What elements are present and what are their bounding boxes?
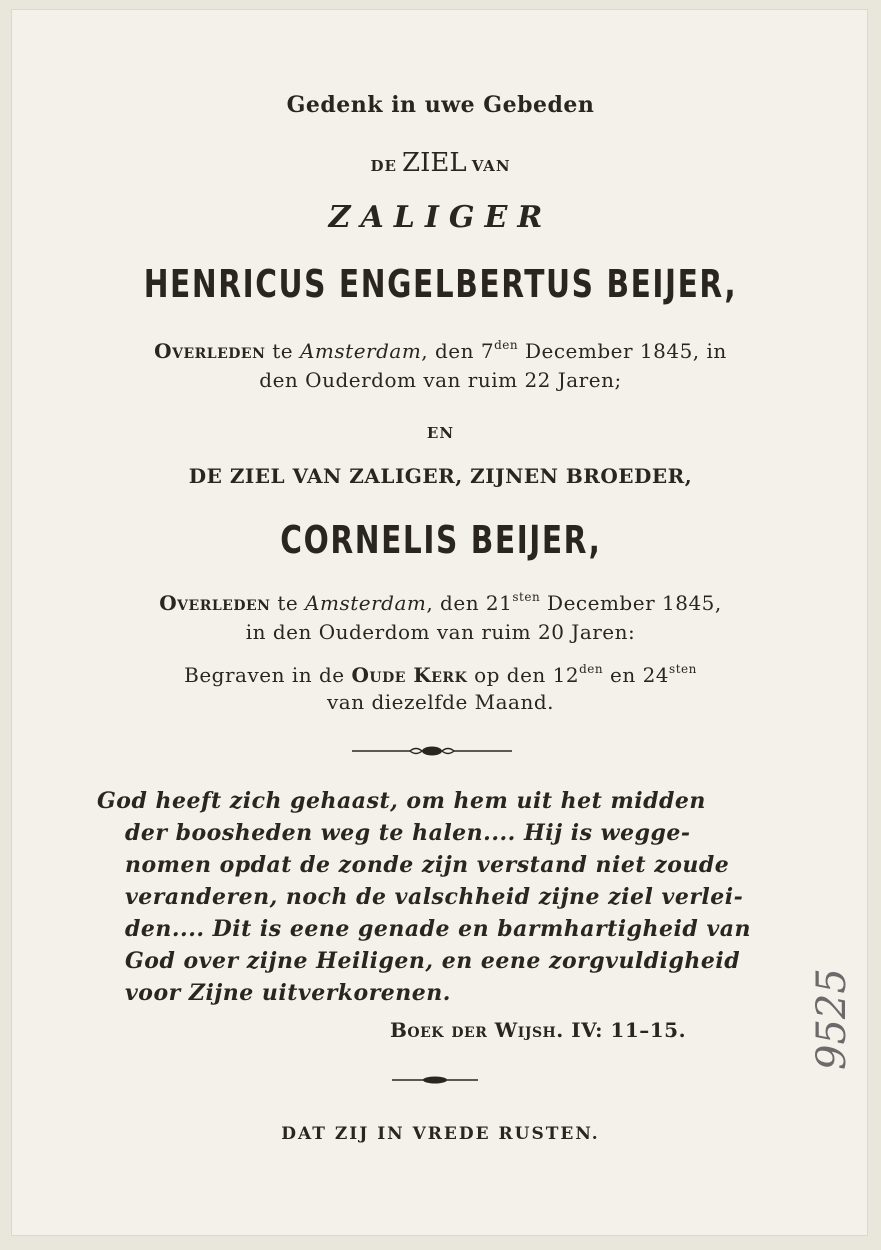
person1-overleden: Overleden	[154, 339, 266, 363]
burial-part2: op den 12	[467, 663, 580, 687]
person2-rest: December 1845,	[540, 591, 722, 615]
burial-suffix1: den	[579, 662, 604, 676]
scripture-reference	[390, 1018, 686, 1042]
person2-name: CORNELIS BEIJER,	[279, 518, 602, 562]
person1-age-line: den Ouderdom van ruim 22 Jaren;	[259, 368, 622, 392]
header-line: Gedenk in uwe Gebeden	[286, 92, 595, 118]
person1-day-suffix: den	[494, 338, 519, 352]
person2-age-line: in den Ouderdom van ruim 20 Jaren:	[245, 620, 636, 644]
person2-te: te	[277, 591, 299, 615]
burial-part3: en 24	[603, 663, 670, 687]
reference-chapter: IV: 11–15.	[563, 1018, 687, 1042]
de-ziel-van-line	[0, 148, 881, 178]
en-connector: EN	[426, 424, 455, 442]
burial-line	[0, 662, 881, 687]
person2-den: , den 21	[426, 591, 513, 615]
verse-line-1: God heeft zich gehaast, om hem uit het midden	[97, 788, 706, 814]
zaliger-heading: ZALIGER	[328, 200, 553, 235]
person1-name: HENRICUS ENGELBERTUS BEIJER,	[143, 262, 738, 306]
person2-overleden: Overleden	[159, 591, 271, 615]
van-word: VAN	[471, 157, 511, 175]
closing-line: DAT ZIJ IN VREDE RUSTEN.	[281, 1124, 600, 1144]
person1-rest: December 1845, in	[518, 339, 727, 363]
de-word: DE	[370, 157, 397, 175]
brother-line: DE ZIEL VAN ZALIGER, ZIJNEN BROEDER,	[188, 464, 693, 488]
person2-city: Amsterdam	[305, 591, 427, 615]
burial-line2: van diezelfde Maand.	[326, 690, 555, 714]
verse-line-5: den.... Dit is eene genade en barmhartigheid van	[125, 916, 751, 942]
person1-city: Amsterdam	[299, 339, 422, 363]
small-divider	[390, 1074, 480, 1086]
person1-te: te	[272, 339, 294, 363]
verse-line-4: veranderen, noch de valschheid zijne ziel verlei-	[125, 884, 744, 910]
burial-suffix2: sten	[669, 662, 697, 676]
burial-church: Oude Kerk	[351, 663, 468, 687]
ziel-word: ZIEL	[402, 148, 467, 178]
handwritten-number-text: 9525	[809, 968, 855, 1070]
verse-line-6: God over zijne Heiligen, en eene zorgvuldigheid	[125, 948, 741, 974]
person1-name-line	[0, 262, 881, 306]
burial-part1: Begraven in de	[184, 663, 352, 687]
ornament-divider	[350, 742, 514, 760]
reference-book: Boek der Wijsh.	[390, 1018, 564, 1042]
verse-line-2: der boosheden weg te halen.... Hij is wegge-	[125, 820, 691, 846]
person1-den: , den 7	[421, 339, 495, 363]
verse-line-7: voor Zijne uitverkorenen.	[125, 980, 451, 1006]
person2-name-line	[0, 518, 881, 562]
handwritten-number	[798, 935, 868, 1075]
person1-death-line	[0, 338, 881, 363]
person2-death-line	[0, 590, 881, 615]
person2-day-suffix: sten	[512, 590, 541, 604]
verse-line-3: nomen opdat de zonde zijn verstand niet zoude	[125, 852, 730, 878]
